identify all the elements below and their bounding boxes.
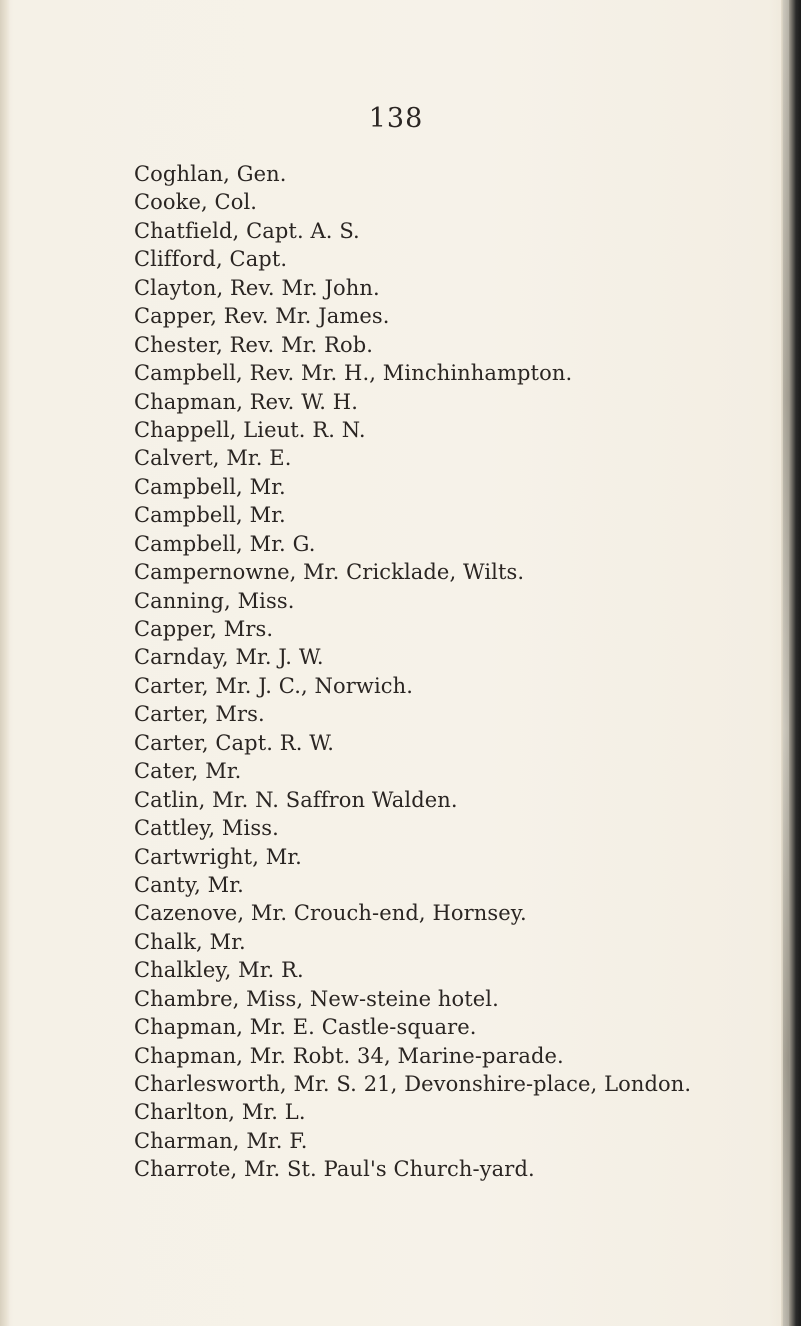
list-item: Chapman, Mr. E. Castle-square. [134, 1015, 477, 1040]
list-item: Chalkley, Mr. R. [134, 958, 304, 983]
list-item: Carter, Mrs. [134, 702, 265, 727]
list-item: Clifford, Capt. [134, 247, 288, 272]
page-left-edge [0, 0, 10, 1326]
list-item: Canty, Mr. [134, 872, 244, 897]
page-number: 138 [368, 103, 424, 134]
list-item: Cartwright, Mr. [134, 844, 302, 869]
list-item: Clayton, Rev. Mr. John. [134, 275, 380, 300]
list-item: Cater, Mr. [134, 759, 242, 784]
list-item: Calvert, Mr. E. [134, 446, 292, 471]
list-item: Charrote, Mr. St. Paul's Church-yard. [134, 1157, 535, 1182]
list-item: Campernowne, Mr. Cricklade, Wilts. [134, 560, 525, 585]
list-item: Carnday, Mr. J. W. [134, 645, 324, 670]
list-item: Chester, Rev. Mr. Rob. [134, 332, 374, 357]
list-item: Campbell, Mr. G. [134, 531, 316, 556]
list-item: Chappell, Lieut. R. N. [134, 417, 366, 442]
list-item: Campbell, Mr. [134, 503, 286, 528]
list-item: Charman, Mr. F. [134, 1128, 308, 1153]
subscriber-list [134, 160, 691, 1184]
page-binding-shade [783, 0, 789, 1326]
list-item: Capper, Rev. Mr. James. [134, 304, 390, 329]
list-item: Coghlan, Gen. [134, 162, 287, 186]
list-item: Campbell, Mr. [134, 474, 286, 499]
list-item: Catlin, Mr. N. Saffron Walden. [134, 787, 458, 812]
list-item: Cooke, Col. [134, 190, 258, 215]
list-item: Cattley, Miss. [134, 816, 279, 841]
list-item: Chatfield, Capt. A. S. [134, 218, 360, 243]
list-item: Charlesworth, Mr. S. 21, Devonshire-place, London. [134, 1072, 692, 1096]
list-item: Campbell, Rev. Mr. H., Minchinhampton. [134, 361, 573, 386]
list-item: Charlton, Mr. L. [134, 1100, 306, 1125]
list-item: Carter, Capt. R. W. [134, 730, 335, 755]
list-item: Chapman, Mr. Robt. 34, Marine-parade. [134, 1043, 564, 1068]
list-item: Capper, Mrs. [134, 617, 274, 641]
list-item: Cazenove, Mr. Crouch-end, Hornsey. [134, 901, 527, 926]
list-item: Chalk, Mr. [134, 929, 246, 954]
list-item: Canning, Miss. [134, 588, 295, 613]
list-item: Chambre, Miss, New-steine hotel. [134, 986, 499, 1011]
list-item: Carter, Mr. J. C., Norwich. [134, 673, 414, 698]
list-item: Chapman, Rev. W. H. [134, 389, 358, 414]
